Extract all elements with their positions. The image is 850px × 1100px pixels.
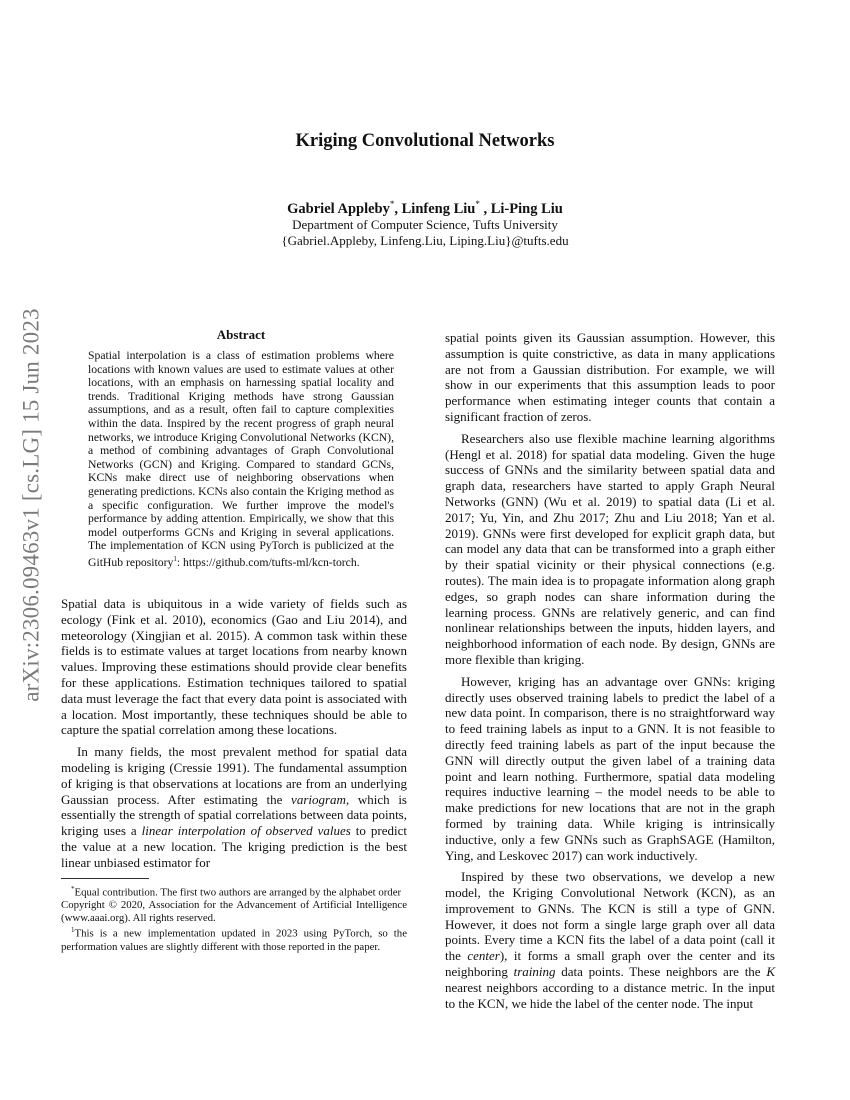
paper-title: Kriging Convolutional Networks <box>295 131 555 151</box>
abstract-text: Spatial interpolation is a class of estimation problems where locations with known values are used to estimate values at other locations, with an emphasis on harnessing spatial locality and trends. Traditional Kriging methods have strong Gaussian assumptions, and as a result, often fail to capture complexities within the data. Inspired by the recent progress of graph neural networks, we introduce Kriging Convolutional Networks (KCN), a method of combining advantages of Graph Convolutional Networks (GCN) and Kriging. Compared to standard GCNs, KCNs make direct use of neighboring observations when generating predictions. KCNs also contain the Kriging method as a specific configuration. We further improve the model's performance by adding attention. Empirically, we show that this model outperforms GCNs and Kriging in several applications. The implementation of KCN using PyTorch is publicized at the GitHub repository$^1$: https://github.com/tufts-ml/kcn-torch. <box>88 349 394 569</box>
body-paragraph: However, kriging has an advantage over GNNs: kriging directly uses observed training labels to predict the label of a new data point. In comparison, there is no straightforward way to feed training labels as input to a GNN. It is not feasible to directly feed training labels as part of the input because the GNN will directly output the given label of a training data point and learn nothing. Furthermore, spatial data modeling requires inductive learning – the model needs to be able to make predictions for new locations that are not in the graph formed by training data. While kriging is intrinsically inductive, only a few GNNs such as GraphSAGE (Hamilton, Ying, and Leskovec 2017) can work inductively. <box>445 673 775 863</box>
author-name: Gabriel Appleby <box>287 200 390 217</box>
author-emails: {Gabriel.Appleby, Linfeng.Liu, Liping.Liu}@tufts.edu <box>281 233 569 248</box>
equal-contribution-mark: * <box>389 199 395 209</box>
abstract-heading: Abstract <box>216 327 266 342</box>
copyright-notice: Copyright © 2020, Association for the Advancement of Artificial Intelligence (www.aaai.org). All rights reserved. <box>61 899 407 924</box>
body-paragraph: Inspired by these two observations, we develop a new model, the Kriging Convolutional Network (KCN), as an improvement to GNNs. The KCN is still a type of GNN. However, it does not form a single large graph over all data points. Every time a KCN fits the label of a data point (call it the center), it forms a small graph over the center and its neighboring training data points. These neighbors are the K nearest neighbors according to a distance metric. In the input to the KCN, we hide the label of the center node. The input <box>445 869 776 1011</box>
footnote-1: $^1$This is a new implementation updated in 2023 using PyTorch, so the performation values are slightly different with those reported in the paper. <box>61 926 407 953</box>
body-paragraph: spatial points given its Gaussian assumption. However, this assumption is quite constrictive, as data in many applications are not from a Gaussian distribution. For example, we will show in our experiments that this assumption leads to poor performance when estimating integer counts that contain a significant fraction of zeros. <box>445 330 775 424</box>
arxiv-identifier-text: arXiv:2306.09463v1 [cs.LG] 15 Jun 2023 <box>19 308 45 702</box>
author-name: Linfeng Liu <box>401 200 476 217</box>
author-name: Li-Ping Liu <box>490 200 563 217</box>
footnotes <box>61 883 407 953</box>
arxiv-identifier <box>2 295 62 715</box>
author-list: Gabriel Appleby*, Linfeng Liu* , Li-Ping Liu <box>287 199 563 217</box>
footnote-rule <box>61 878 149 879</box>
affiliation: Department of Computer Science, Tufts University <box>292 217 558 232</box>
body-paragraph: Spatial data is ubiquitous in a wide variety of fields such as ecology (Fink et al. 2010), economics (Gao and Liu 2014), and meteorology (Xingjian et al. 2015). A common task within these fields is to estimate values at target locations from nearby known values. Improving these estimations should provide clear benefits for these applications. Estimation techniques tailored to spatial data must leverage the fact that every data point is associated with a location. Most importantly, these techniques should be able to capture the spatial correlation among these locations. <box>61 596 407 738</box>
body-paragraph: In many fields, the most prevalent method for spatial data modeling is kriging (Cressie 1991). The fundamental assumption of kriging is that observations at locations are from an underlying Gaussian process. After estimating the variogram, which is essentially the strength of spatial correlations between data points, kriging uses a linear interpolation of observed values to predict the value at a new location. The kriging prediction is the best linear unbiased estimator for <box>61 744 407 870</box>
equal-contribution-mark: * <box>475 199 480 209</box>
footnote-mark: 1 <box>173 554 177 563</box>
body-paragraph: Researchers also use flexible machine learning algorithms (Hengl et al. 2018) for spatial data modeling. Given the huge success of GNNs and the similarity between spatial data and graph data, researchers have started to apply Graph Neural Networks (GNN) (Wu et al. 2019) to spatial data (Li et al. 2017; Yu, Yin, and Zhu 2017; Zhu and Liu 2018; Yan et al. 2019). GNNs were first developed for explicit graph data, but can model any data that can be transformed into a graph either by their spatial vicinity or their physical connections (e.g. routes). The main idea is to propagate information along graph edges, so graph nodes can share information during the learning process. GNNs are relatively generic, and can find nonlinear relationships between the inputs, hidden layers, and neighborhood information of each node. By design, GNNs are more flexible than kriging. <box>445 430 775 667</box>
right-column <box>445 330 775 1011</box>
footnote-equal-contribution: *Equal contribution. The first two authors are arranged by the alphabet order <box>71 885 402 899</box>
left-column <box>61 596 407 871</box>
